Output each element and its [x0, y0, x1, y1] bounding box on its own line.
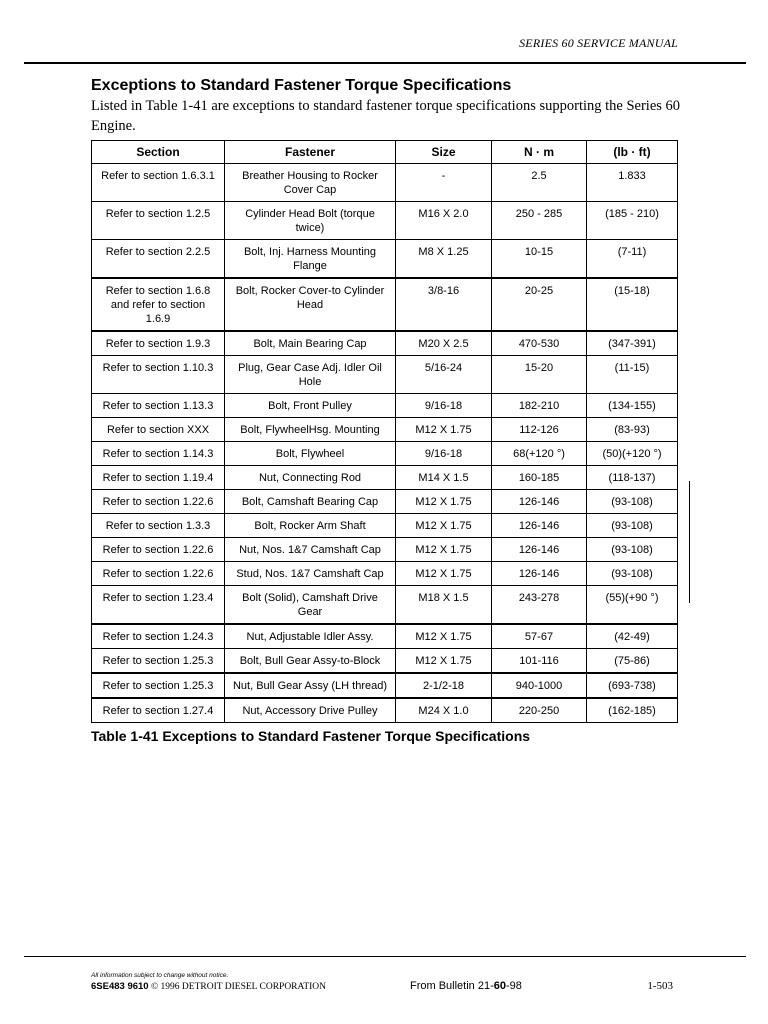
cell-lbft: (185 - 210)	[587, 202, 678, 240]
cell-fastener: Bolt, FlywheelHsg. Mounting	[225, 418, 396, 442]
cell-section: Refer to section 1.22.6	[92, 562, 225, 586]
cell-section: Refer to section 1.19.4	[92, 466, 225, 490]
cell-section: Refer to section 1.25.3	[92, 649, 225, 674]
cell-section: Refer to section 1.25.3	[92, 673, 225, 698]
cell-nm: 20-25	[492, 278, 587, 331]
cell-size: M12 X 1.75	[396, 624, 492, 649]
cell-section: Refer to section 1.24.3	[92, 624, 225, 649]
cell-lbft: (83-93)	[587, 418, 678, 442]
cell-size: M18 X 1.5	[396, 586, 492, 625]
cell-size: 9/16-18	[396, 442, 492, 466]
cell-fastener: Bolt, Bull Gear Assy-to-Block	[225, 649, 396, 674]
cell-nm: 68(+120 °)	[492, 442, 587, 466]
cell-section: Refer to section 1.10.3	[92, 356, 225, 394]
cell-lbft: (55)(+90 °)	[587, 586, 678, 625]
cell-fastener: Nut, Nos. 1&7 Camshaft Cap	[225, 538, 396, 562]
cell-fastener: Bolt, Front Pulley	[225, 394, 396, 418]
cell-lbft: (93-108)	[587, 514, 678, 538]
table-row	[92, 466, 678, 490]
cell-fastener: Plug, Gear Case Adj. Idler Oil Hole	[225, 356, 396, 394]
table-row	[92, 514, 678, 538]
cell-lbft: (93-108)	[587, 562, 678, 586]
cell-fastener: Bolt, Camshaft Bearing Cap	[225, 490, 396, 514]
cell-fastener: Stud, Nos. 1&7 Camshaft Cap	[225, 562, 396, 586]
bulletin-bold: 60	[493, 980, 507, 992]
cell-lbft: (11-15)	[587, 356, 678, 394]
column-header-size: Size	[396, 141, 492, 164]
bulletin-suffix: -98	[506, 980, 522, 992]
cell-nm: 15-20	[492, 356, 587, 394]
cell-section: Refer to section 1.23.4	[92, 586, 225, 625]
table-row	[92, 164, 678, 202]
cell-size: M12 X 1.75	[396, 418, 492, 442]
cell-lbft: (42-49)	[587, 624, 678, 649]
cell-fastener: Nut, Connecting Rod	[225, 466, 396, 490]
column-header-fastener: Fastener	[225, 141, 396, 164]
table-row	[92, 331, 678, 356]
footer-notice: All information subject to change without notice.	[91, 972, 229, 979]
cell-lbft: (347-391)	[587, 331, 678, 356]
table-row	[92, 586, 678, 625]
cell-lbft: (693-738)	[587, 673, 678, 698]
cell-nm: 220-250	[492, 698, 587, 723]
cell-section: Refer to section 1.27.4	[92, 698, 225, 723]
cell-nm: 126-146	[492, 562, 587, 586]
column-header-lbft: (lb · ft)	[587, 141, 678, 164]
cell-nm: 2.5	[492, 164, 587, 202]
cell-nm: 160-185	[492, 466, 587, 490]
cell-size: M12 X 1.75	[396, 562, 492, 586]
cell-size: 2-1/2-18	[396, 673, 492, 698]
cell-fastener: Cylinder Head Bolt (torque twice)	[225, 202, 396, 240]
cell-lbft: (75-86)	[587, 649, 678, 674]
page-number: 1-503	[647, 980, 673, 992]
cell-fastener: Bolt (Solid), Camshaft Drive Gear	[225, 586, 396, 625]
cell-fastener: Bolt, Rocker Cover-to Cylinder Head	[225, 278, 396, 331]
cell-fastener: Bolt, Main Bearing Cap	[225, 331, 396, 356]
cell-nm: 250 - 285	[492, 202, 587, 240]
cell-nm: 470-530	[492, 331, 587, 356]
column-header-nm: N · m	[492, 141, 587, 164]
table-row	[92, 562, 678, 586]
table-row	[92, 202, 678, 240]
cell-size: M14 X 1.5	[396, 466, 492, 490]
cell-fastener: Bolt, Rocker Arm Shaft	[225, 514, 396, 538]
cell-lbft: (15-18)	[587, 278, 678, 331]
cell-fastener: Bolt, Inj. Harness Mounting Flange	[225, 240, 396, 279]
header-rule	[24, 62, 746, 64]
cell-section: Refer to section 1.9.3	[92, 331, 225, 356]
cell-size: M24 X 1.0	[396, 698, 492, 723]
revision-change-bar	[689, 481, 690, 603]
table-row	[92, 278, 678, 331]
table-header-row	[92, 141, 678, 164]
cell-section: Refer to section 1.2.5	[92, 202, 225, 240]
cell-section: Refer to section 1.13.3	[92, 394, 225, 418]
cell-section: Refer to section 2.2.5	[92, 240, 225, 279]
intro-paragraph: Listed in Table 1-41 are exceptions to standard fastener torque specifications supporting the Series 60 Engine.	[91, 98, 681, 134]
cell-size: M20 X 2.5	[396, 331, 492, 356]
cell-nm: 112-126	[492, 418, 587, 442]
cell-size: 5/16-24	[396, 356, 492, 394]
cell-lbft: (93-108)	[587, 490, 678, 514]
cell-fastener: Nut, Accessory Drive Pulley	[225, 698, 396, 723]
manual-title: SERIES 60 SERVICE MANUAL	[519, 36, 678, 50]
table-row	[92, 442, 678, 466]
cell-section: Refer to section 1.6.3.1	[92, 164, 225, 202]
table-row	[92, 240, 678, 279]
cell-nm: 126-146	[492, 538, 587, 562]
cell-lbft: (93-108)	[587, 538, 678, 562]
cell-size: -	[396, 164, 492, 202]
table-row	[92, 394, 678, 418]
cell-size: 3/8-16	[396, 278, 492, 331]
cell-section: Refer to section 1.14.3	[92, 442, 225, 466]
table-row	[92, 538, 678, 562]
table-row	[92, 649, 678, 674]
cell-fastener: Nut, Bull Gear Assy (LH thread)	[225, 673, 396, 698]
cell-section: Refer to section 1.22.6	[92, 490, 225, 514]
cell-section: Refer to section 1.6.8 and refer to section 1.6.9	[92, 278, 225, 331]
footer-copyright-line	[91, 981, 326, 992]
cell-size: M12 X 1.75	[396, 649, 492, 674]
cell-size: M12 X 1.75	[396, 514, 492, 538]
cell-fastener: Breather Housing to Rocker Cover Cap	[225, 164, 396, 202]
cell-size: M12 X 1.75	[396, 538, 492, 562]
cell-size: M8 X 1.25	[396, 240, 492, 279]
cell-section: Refer to section 1.3.3	[92, 514, 225, 538]
cell-nm: 57-67	[492, 624, 587, 649]
bulletin-prefix: From Bulletin 21-	[410, 980, 494, 992]
document-number: 6SE483 9610	[91, 981, 149, 992]
section-heading: Exceptions to Standard Fastener Torque Specifications	[91, 77, 512, 94]
cell-section: Refer to section 1.22.6	[92, 538, 225, 562]
table-row	[92, 418, 678, 442]
cell-size: M16 X 2.0	[396, 202, 492, 240]
footer-rule	[24, 956, 746, 957]
table-row	[92, 490, 678, 514]
copyright-text: © 1996 DETROIT DIESEL CORPORATION	[150, 982, 327, 992]
cell-nm: 182-210	[492, 394, 587, 418]
cell-nm: 10-15	[492, 240, 587, 279]
cell-lbft: (134-155)	[587, 394, 678, 418]
cell-lbft: (118-137)	[587, 466, 678, 490]
cell-fastener: Nut, Adjustable Idler Assy.	[225, 624, 396, 649]
table-row	[92, 356, 678, 394]
column-header-section: Section	[92, 141, 225, 164]
cell-lbft: (7-11)	[587, 240, 678, 279]
bulletin-reference	[410, 980, 522, 992]
cell-size: M12 X 1.75	[396, 490, 492, 514]
table-caption: Table 1-41 Exceptions to Standard Fastener Torque Specifications	[91, 728, 531, 744]
cell-section: Refer to section XXX	[92, 418, 225, 442]
cell-lbft: 1.833	[587, 164, 678, 202]
cell-nm: 940-1000	[492, 673, 587, 698]
cell-nm: 126-146	[492, 514, 587, 538]
cell-nm: 243-278	[492, 586, 587, 625]
table-row	[92, 673, 678, 698]
cell-size: 9/16-18	[396, 394, 492, 418]
cell-nm: 126-146	[492, 490, 587, 514]
cell-nm: 101-116	[492, 649, 587, 674]
table-row	[92, 698, 678, 723]
torque-table	[91, 140, 678, 723]
cell-lbft: (162-185)	[587, 698, 678, 723]
cell-lbft: (50)(+120 °)	[587, 442, 678, 466]
cell-fastener: Bolt, Flywheel	[225, 442, 396, 466]
table-row	[92, 624, 678, 649]
